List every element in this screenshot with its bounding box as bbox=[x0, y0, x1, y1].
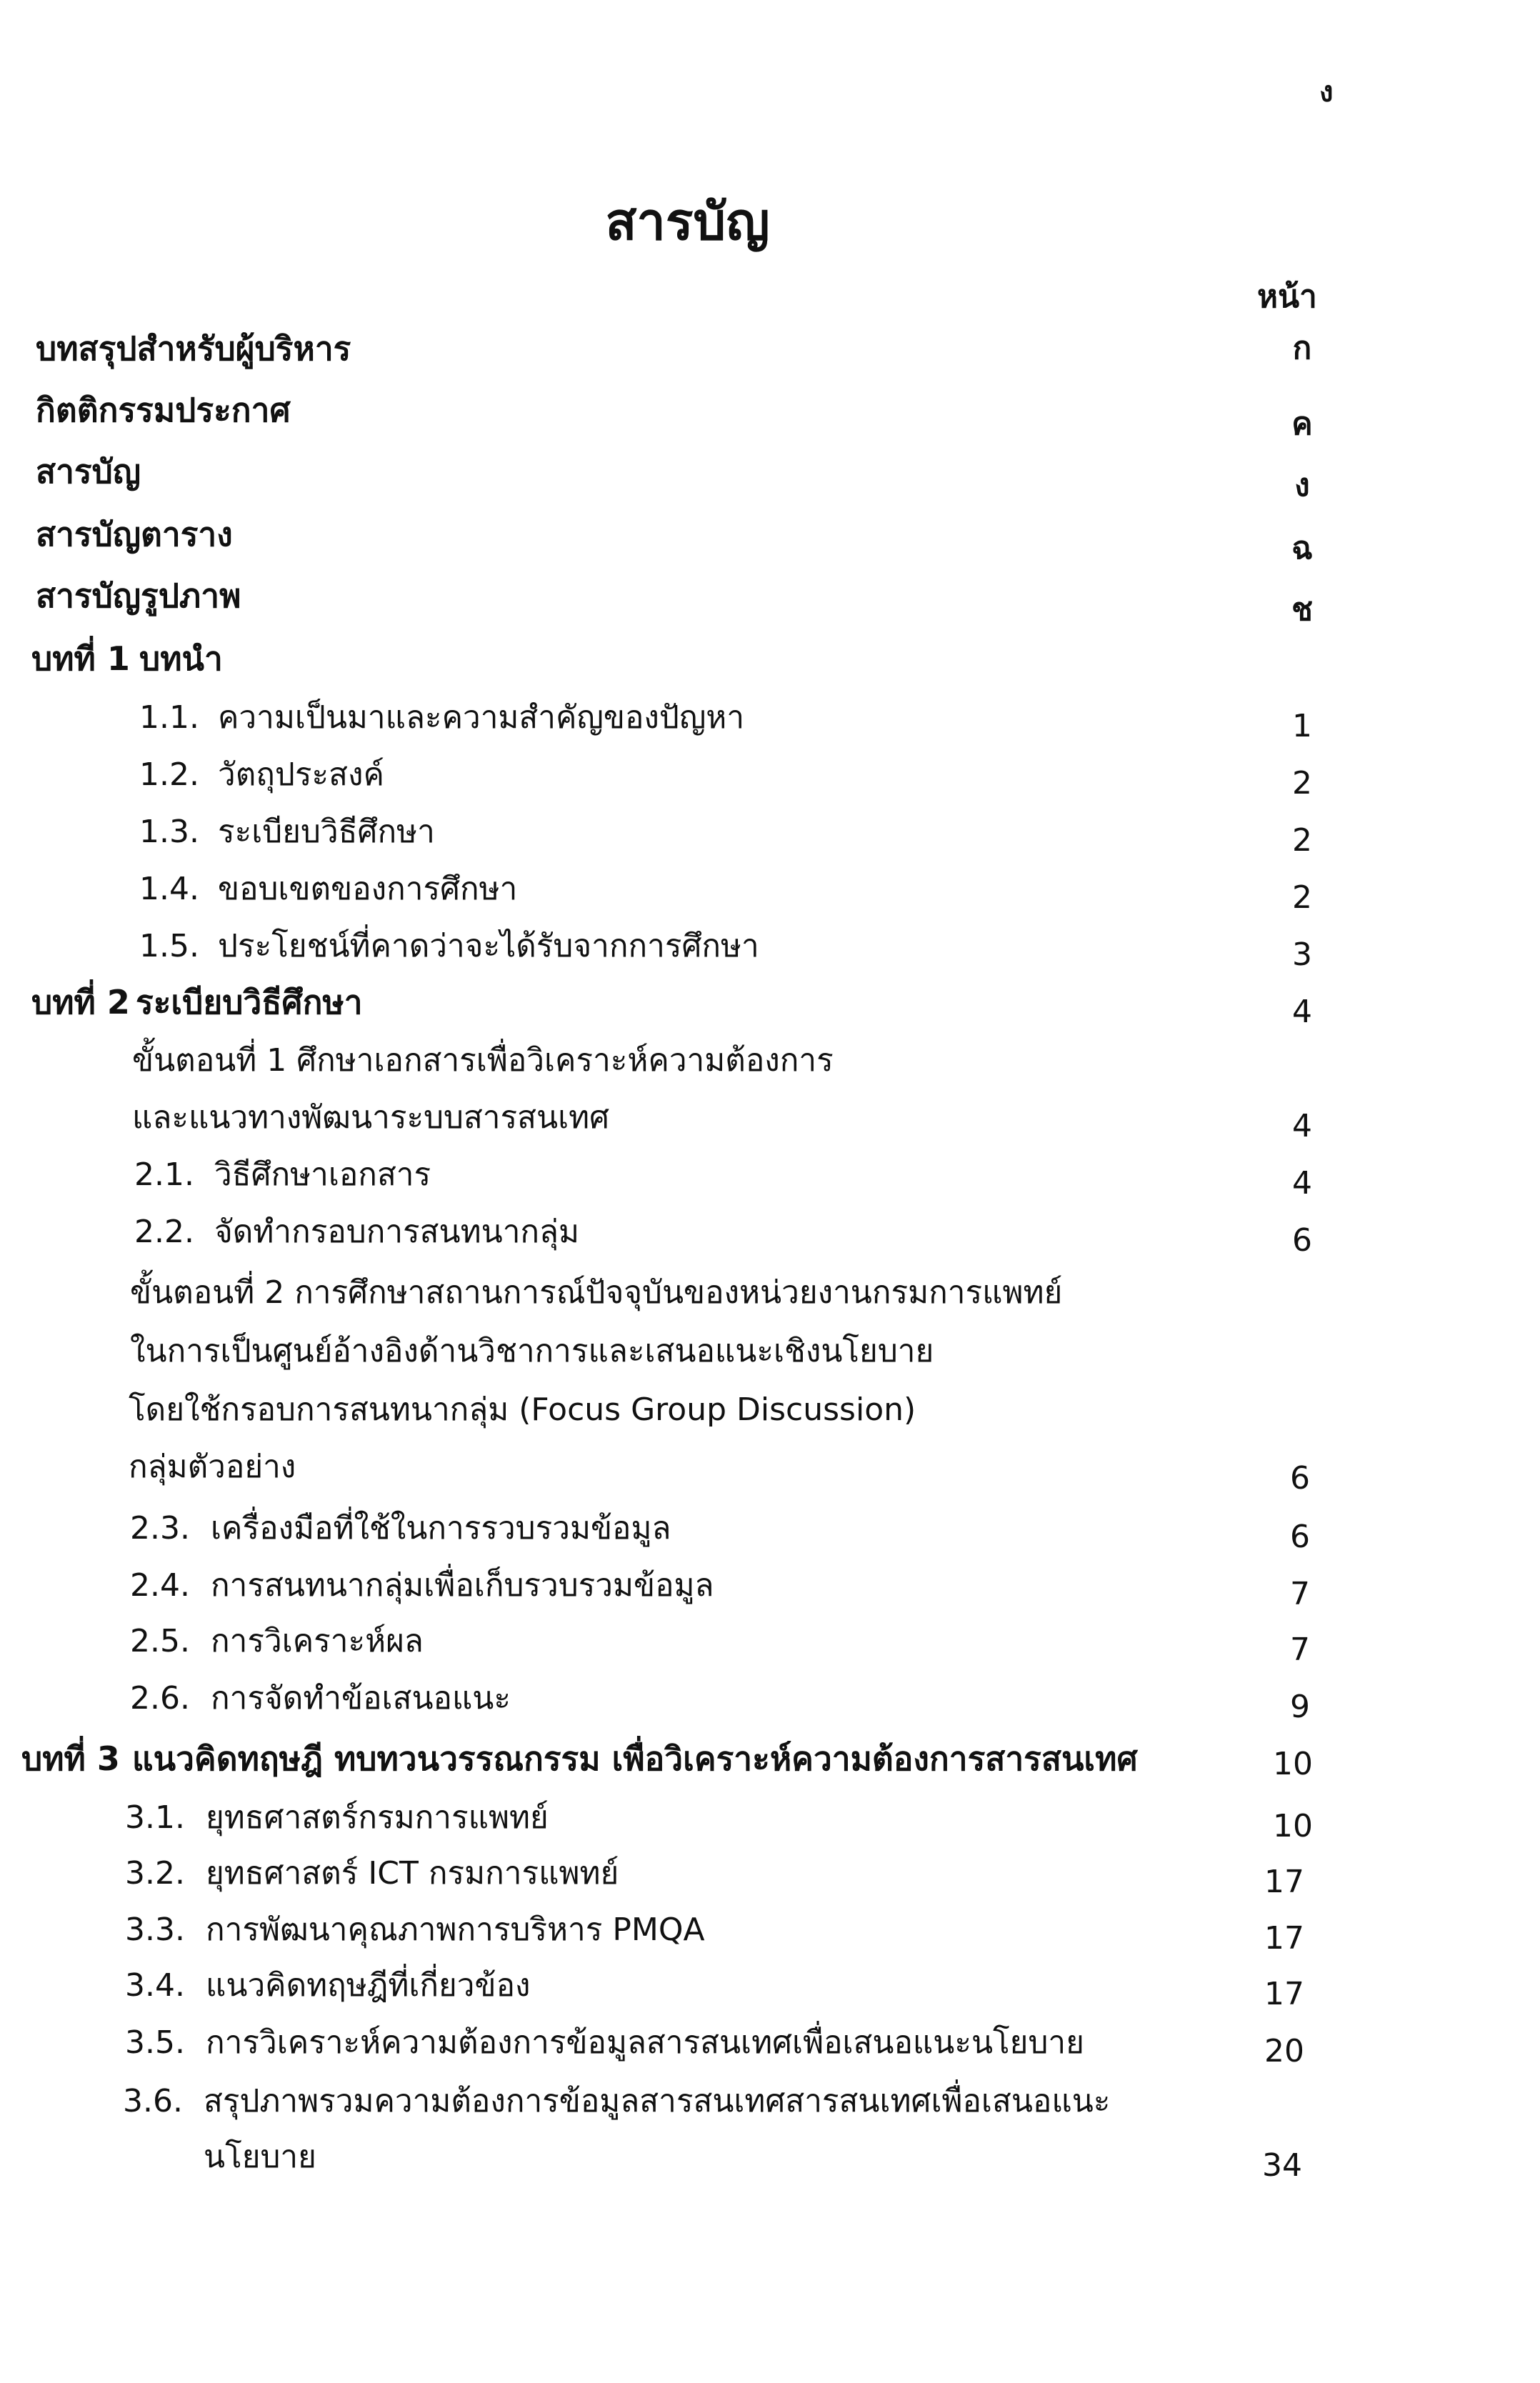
section-page: 34 bbox=[1262, 2147, 1302, 2184]
section-number: 1.5. bbox=[139, 928, 199, 964]
section-page: 10 bbox=[1273, 1808, 1313, 1844]
chapter-label: บทที่ 1 bbox=[31, 639, 130, 678]
section-title: การจัดทำข้อเสนอแนะ bbox=[211, 1680, 511, 1717]
toc-entry-label: กิตติกรรมประกาศ bbox=[36, 391, 291, 429]
toc-step bbox=[0, 1330, 1540, 1376]
toc-step bbox=[0, 1039, 1540, 1085]
chapter-title: ระเบียบวิธีศึกษา bbox=[136, 983, 363, 1021]
section-title: การสนทนากลุ่มเพื่อเก็บรวบรวมข้อมูล bbox=[211, 1567, 714, 1604]
chapter-page: 4 bbox=[1292, 994, 1312, 1030]
section-title: ความเป็นมาและความสำคัญของปัญหา bbox=[218, 699, 745, 736]
chapter-heading bbox=[0, 981, 1540, 1030]
section-page: 2 bbox=[1292, 879, 1312, 916]
step-text: ขั้นตอนที่ 1 ศึกษาเอกสารเพื่อวิเคราะห์ความต้องการ bbox=[132, 1042, 834, 1079]
section-title: เครื่องมือที่ใช้ในการรวบรวมข้อมูล bbox=[211, 1510, 671, 1547]
section-page: 9 bbox=[1290, 1689, 1310, 1725]
section-page: 17 bbox=[1264, 1920, 1304, 1957]
step-page: 6 bbox=[1290, 1460, 1310, 1497]
toc-section bbox=[0, 696, 1540, 742]
toc-section bbox=[0, 1154, 1540, 1202]
step-text: ในการเป็นศูนย์อ้างอิงด้านวิชาการและเสนอแนะเชิงนโยบาย bbox=[130, 1333, 934, 1369]
step-page: 4 bbox=[1292, 1108, 1312, 1144]
toc-entry-page: ค bbox=[1291, 406, 1313, 442]
toc-section bbox=[0, 1564, 1540, 1610]
section-number: 2.5. bbox=[130, 1623, 190, 1659]
section-number: 1.1. bbox=[139, 699, 199, 736]
section-title: ยุทธศาสตร์กรมการแพทย์ bbox=[206, 1799, 549, 1836]
toc-section bbox=[0, 1909, 1540, 1957]
toc-step bbox=[0, 1446, 1540, 1497]
toc-entry bbox=[0, 327, 1540, 373]
section-number: 2.3. bbox=[130, 1510, 190, 1547]
section-page: 2 bbox=[1292, 765, 1312, 801]
section-number: 2.1. bbox=[134, 1156, 194, 1193]
toc-step bbox=[0, 1389, 1540, 1434]
chapter-label: บทที่ 3 bbox=[21, 1739, 120, 1778]
section-page: 7 bbox=[1290, 1632, 1310, 1668]
section-title: การพัฒนาคุณภาพการบริหาร PMQA bbox=[206, 1912, 705, 1948]
toc-section bbox=[0, 1797, 1540, 1842]
section-page: 3 bbox=[1292, 936, 1312, 973]
toc-entry bbox=[0, 513, 1540, 566]
section-title: ประโยชน์ที่คาดว่าจะได้รับจากการศึกษา bbox=[218, 928, 759, 964]
toc-entry-page: ช bbox=[1291, 591, 1313, 628]
section-number: 3.1. bbox=[125, 1799, 185, 1836]
toc-entry-page: ก bbox=[1292, 330, 1312, 366]
section-title: นโยบาย bbox=[204, 2139, 316, 2175]
toc-entry bbox=[0, 574, 1540, 628]
section-title: การวิเคราะห์ผล bbox=[211, 1623, 424, 1659]
toc-section bbox=[0, 1507, 1540, 1553]
toc-entry bbox=[0, 389, 1540, 442]
section-title: จัดทำกรอบการสนทนากลุ่ม bbox=[214, 1214, 580, 1250]
toc-section bbox=[0, 1620, 1540, 1666]
section-page: 4 bbox=[1292, 1165, 1312, 1202]
section-number: 2.6. bbox=[130, 1680, 190, 1717]
section-title: ขอบเขตของการศึกษา bbox=[218, 871, 518, 907]
section-page: 7 bbox=[1290, 1576, 1310, 1612]
page-number: ง bbox=[1319, 76, 1334, 109]
section-title: สรุปภาพรวมความต้องการข้อมูลสารสนเทศสารสนเทศเพื่อเสนอแนะ bbox=[204, 2083, 1111, 2119]
section-page: 1 bbox=[1292, 708, 1312, 744]
toc-section bbox=[0, 1211, 1540, 1257]
toc-section bbox=[0, 754, 1540, 799]
section-number: 3.4. bbox=[125, 1967, 185, 2004]
toc-section bbox=[0, 925, 1540, 971]
toc-entry-label: สารบัญตาราง bbox=[36, 515, 233, 554]
toc-entry bbox=[0, 450, 1540, 504]
section-page: 6 bbox=[1290, 1519, 1310, 1555]
step-text: กลุ่มตัวอย่าง bbox=[129, 1449, 296, 1485]
section-number: 1.4. bbox=[139, 871, 199, 907]
section-number: 2.2. bbox=[134, 1214, 194, 1250]
chapter-title: บทนำ bbox=[139, 639, 223, 678]
toc-step bbox=[0, 1272, 1540, 1317]
section-page: 17 bbox=[1264, 1976, 1304, 2012]
toc-entry-label: สารบัญรูปภาพ bbox=[36, 576, 241, 615]
step-text: ขั้นตอนที่ 2 การศึกษาสถานการณ์ปัจจุบันของหน่วยงานกรมการแพทย์ bbox=[130, 1274, 1063, 1311]
chapter-label: บทที่ 2 bbox=[31, 983, 130, 1021]
toc-section bbox=[0, 2080, 1540, 2126]
section-title: วัตถุประสงค์ bbox=[218, 756, 384, 793]
section-title: แนวคิดทฤษฎีที่เกี่ยวข้อง bbox=[206, 1967, 531, 2004]
section-title: ระเบียบวิธีศึกษา bbox=[218, 814, 435, 850]
toc-entry-label: สารบัญ bbox=[36, 452, 141, 491]
toc-section bbox=[0, 811, 1540, 859]
section-number: 1.3. bbox=[139, 814, 199, 850]
section-number: 3.6. bbox=[123, 2083, 183, 2119]
toc-entry-label: บทสรุปสำหรับผู้บริหาร bbox=[36, 329, 351, 368]
section-page: 2 bbox=[1292, 822, 1312, 859]
toc-entry-page: ง bbox=[1294, 467, 1310, 504]
section-title: การวิเคราะห์ความต้องการข้อมูลสารสนเทศเพื่อเสนอแนะนโยบาย bbox=[206, 2024, 1084, 2061]
section-number: 3.2. bbox=[125, 1855, 185, 1892]
chapter-heading bbox=[0, 1737, 1540, 1783]
page-column-header: หน้า bbox=[1257, 279, 1317, 315]
toc-section bbox=[0, 868, 1540, 914]
section-number: 1.2. bbox=[139, 756, 199, 793]
chapter-page: 10 bbox=[1273, 1746, 1313, 1782]
step-text: โดยใช้กรอบการสนทนากลุ่ม (Focus Group Discussion) bbox=[129, 1392, 916, 1428]
chapter-heading bbox=[0, 637, 1540, 683]
section-title: วิธีศึกษาเอกสาร bbox=[214, 1156, 431, 1193]
section-page: 6 bbox=[1292, 1222, 1312, 1259]
toc-entry-page: ฉ bbox=[1291, 530, 1313, 566]
section-page: 17 bbox=[1264, 1864, 1304, 1900]
section-number: 3.5. bbox=[125, 2024, 185, 2061]
toc-section-continued bbox=[0, 2136, 1540, 2182]
section-page: 20 bbox=[1264, 2033, 1304, 2069]
toc-section bbox=[0, 1964, 1540, 2010]
section-number: 3.3. bbox=[125, 1912, 185, 1948]
chapter-title: แนวคิดทฤษฎี ทบทวนวรรณกรรม เพื่อวิเคราะห์ความต้องการสารสนเทศ bbox=[132, 1739, 1138, 1778]
toc-step bbox=[0, 1096, 1540, 1142]
toc-section bbox=[0, 2022, 1540, 2067]
section-number: 2.4. bbox=[130, 1567, 190, 1604]
toc-section bbox=[0, 1677, 1540, 1723]
toc-section bbox=[0, 1852, 1540, 1898]
step-text: และแนวทางพัฒนาระบบสารสนเทศ bbox=[132, 1099, 610, 1136]
page-title: สารบัญ bbox=[605, 191, 770, 251]
section-title: ยุทธศาสตร์ ICT กรมการแพทย์ bbox=[206, 1855, 619, 1892]
